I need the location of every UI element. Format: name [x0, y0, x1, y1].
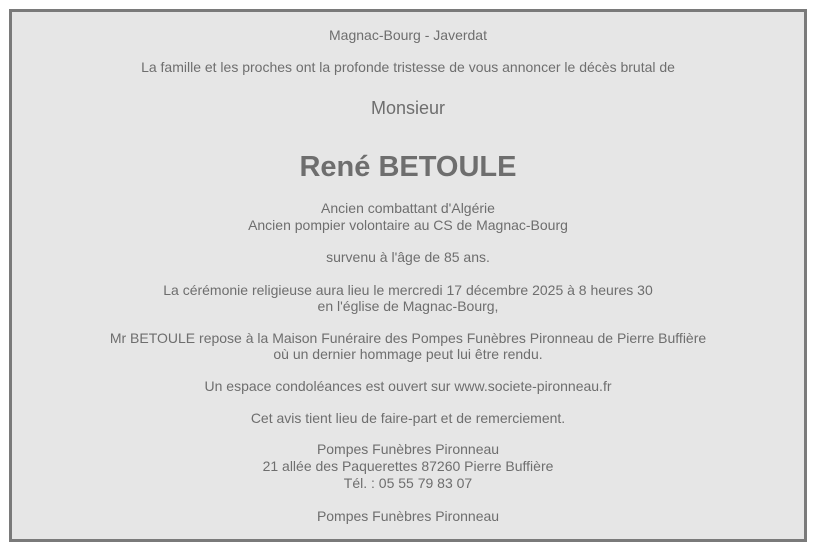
- honorific: Monsieur: [370, 98, 446, 118]
- funeral-home-name: Pompes Funèbres Pironneau: [316, 441, 500, 457]
- title-line-2: Ancien pompier volontaire au CS de Magnac-Bourg: [248, 217, 568, 233]
- signature: Pompes Funèbres Pironneau: [316, 508, 500, 524]
- ceremony-line-1: La cérémonie religieuse aura lieu le mercredi 17 décembre 2025 à 8 heures 30: [163, 282, 653, 298]
- deceased-name: René BETOULE: [299, 151, 517, 183]
- condolences-line: Un espace condoléances est ouvert sur www.societe-pironneau.fr: [204, 378, 612, 394]
- location-line: Magnac-Bourg - Javerdat: [329, 27, 487, 43]
- rest-line-2: où un dernier hommage peut lui être rendu.: [273, 346, 543, 362]
- rest-line-1: Mr BETOULE repose à la Maison Funéraire des Pompes Funèbres Pironneau de Pierre Buffière: [109, 330, 707, 346]
- funeral-home-phone: Tél. : 05 55 79 83 07: [343, 475, 473, 491]
- faire-part-line: Cet avis tient lieu de faire-part et de remerciement.: [250, 410, 566, 426]
- title-line-1: Ancien combattant d'Algérie: [321, 200, 495, 216]
- ceremony-line-2: en l'église de Magnac-Bourg,: [317, 298, 499, 314]
- obituary-notice: [9, 9, 807, 542]
- age-line: survenu à l'âge de 85 ans.: [326, 249, 490, 265]
- funeral-home-address: 21 allée des Paquerettes 87260 Pierre Buffière: [262, 458, 554, 474]
- announcement-line: La famille et les proches ont la profonde tristesse de vous annoncer le décès brutal de: [141, 59, 675, 75]
